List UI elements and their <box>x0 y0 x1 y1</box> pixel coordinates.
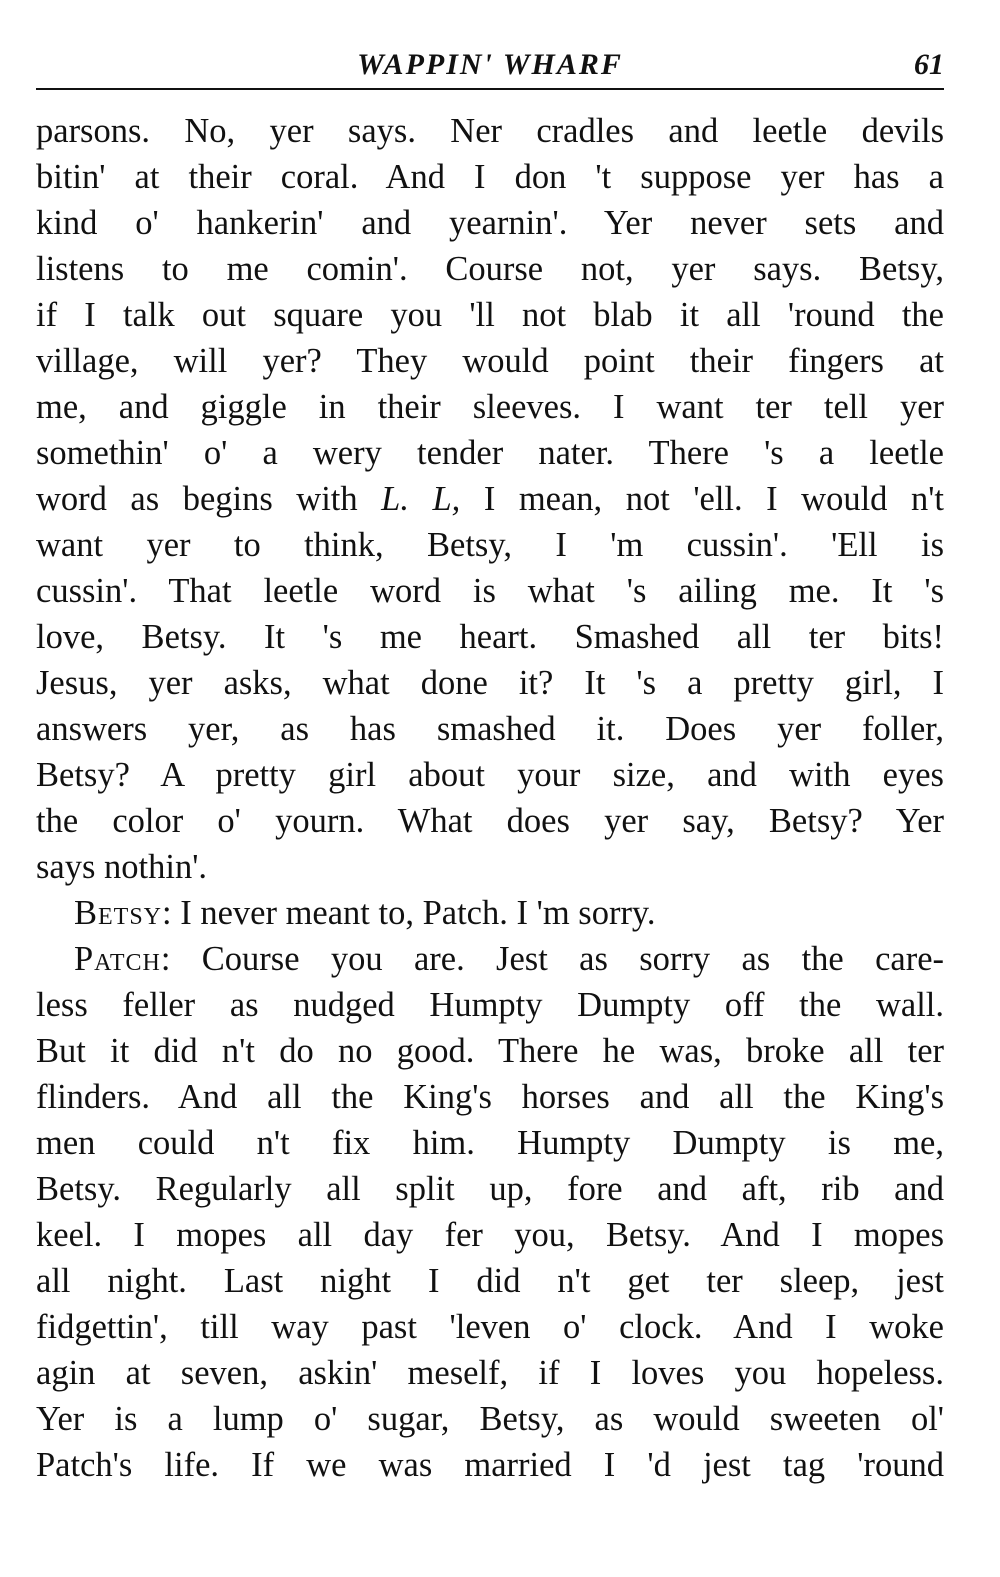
text-line: less feller as nudged Humpty Dumpty off the wall. <box>36 986 944 1024</box>
text-line: Betsy. Regularly all split up, fore and aft, rib and <box>36 1170 944 1208</box>
text-run <box>409 480 433 518</box>
text-line: But it did n't do no good. There he was, broke all ter <box>36 1032 944 1070</box>
text-line: Yer is a lump o' sugar, Betsy, as would sweeten ol' <box>36 1400 944 1438</box>
text-line: Betsy? A pretty girl about your size, and with eyes <box>36 756 944 794</box>
running-title: WAPPIN' WHARF <box>357 48 623 81</box>
dialogue-text: : Course you are. Jest as sorry as the care- <box>160 940 944 978</box>
text-line: love, Betsy. It 's me heart. Smashed all ter bits! <box>36 618 944 656</box>
text-line: cussin'. That leetle word is what 's ailing me. It 's <box>36 572 944 610</box>
text-line: if I talk out square you 'll not blab it all 'round the <box>36 296 944 334</box>
book-page <box>36 40 944 1488</box>
text-line: parsons. No, yer says. Ner cradles and leetle devils <box>36 112 944 150</box>
text-line: somethin' o' a wery tender nater. There 's a leetle <box>36 434 944 472</box>
text-line: fidgettin', till way past 'leven o' clock. And I woke <box>36 1308 944 1346</box>
text-line: keel. I mopes all day fer you, Betsy. And I mopes <box>36 1216 944 1254</box>
text-line: all night. Last night I did n't get ter sleep, jest <box>36 1262 944 1300</box>
italic-letter: L, <box>432 480 461 518</box>
italic-letter: L. <box>381 480 409 518</box>
text-run: word as begins with <box>36 480 382 518</box>
text-line: the color o' yourn. What does yer say, Betsy? Yer <box>36 802 944 840</box>
text-line: agin at seven, askin' meself, if I loves you hopeless. <box>36 1354 944 1392</box>
text-line: says nothin'. <box>36 848 208 886</box>
running-head <box>36 40 944 90</box>
page-number: 61 <box>914 48 944 81</box>
text-line <box>36 476 944 522</box>
body-text <box>36 108 944 1488</box>
dialogue-text: : I never meant to, Patch. I 'm sorry. <box>162 894 656 932</box>
dialogue-line <box>36 890 944 936</box>
text-line: answers yer, as has smashed it. Does yer foller, <box>36 710 944 748</box>
text-line: Jesus, yer asks, what done it? It 's a pretty girl, I <box>36 664 944 702</box>
text-line: bitin' at their coral. And I don 't suppose yer has a <box>36 158 944 196</box>
text-line: want yer to think, Betsy, I 'm cussin'. 'Ell is <box>36 526 944 564</box>
text-line: me, and giggle in their sleeves. I want ter tell yer <box>36 388 944 426</box>
text-run: I mean, not 'ell. I would n't <box>460 480 945 518</box>
text-line: men could n't fix him. Humpty Dumpty is me, <box>36 1124 944 1162</box>
text-line: Patch's life. If we was married I 'd jest tag 'round <box>36 1446 944 1484</box>
text-line: kind o' hankerin' and yearnin'. Yer never sets and <box>36 204 944 242</box>
speaker-name: Betsy <box>74 894 163 932</box>
speaker-name: Patch <box>74 940 161 978</box>
text-line: village, will yer? They would point their fingers at <box>36 342 944 380</box>
dialogue-line <box>36 936 944 982</box>
text-line: listens to me comin'. Course not, yer says. Betsy, <box>36 250 944 288</box>
text-line: flinders. And all the King's horses and all the King's <box>36 1078 944 1116</box>
